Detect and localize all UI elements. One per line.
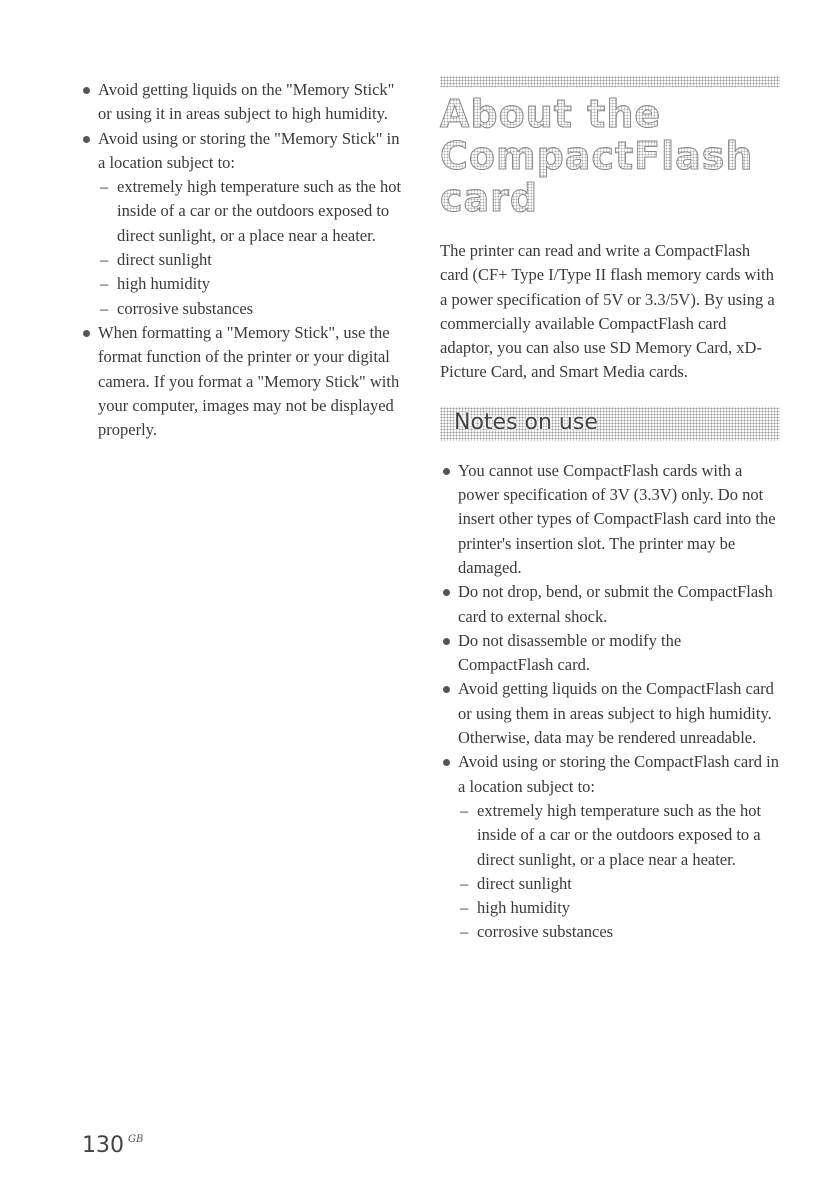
memory-stick-precautions-list <box>80 78 410 442</box>
heading-dot-band <box>440 76 780 87</box>
compactflash-notes-list <box>440 459 780 945</box>
bullet-item <box>440 750 780 944</box>
bullet-text: Do not disassemble or modify the CompactFlash card. <box>458 630 682 675</box>
notes-heading: Notes on use <box>454 409 598 435</box>
sub-item: – extremely high temperature such as the hot inside of a car or the outdoors exposed to direct sunlight, or a place near a heater. <box>98 175 410 248</box>
bullet-item <box>80 321 410 442</box>
bullet-text: You cannot use CompactFlash cards with a power specification of 3V (3.3V) only. Do not insert other types of CompactFlash card into the printer's insertion slot. The printer may be damaged. <box>458 460 776 577</box>
bullet-item <box>440 459 780 580</box>
sub-item: – corrosive substances <box>458 920 780 944</box>
bullet-text: Avoid using or storing the "Memory Stick" in a location subject to: <box>98 128 400 172</box>
section-title-line2: CompactFlash card <box>440 134 754 220</box>
sub-item: – extremely high temperature such as the hot inside of a car or the outdoors exposed to a direct sunlight, or a place near a heater. <box>458 799 780 872</box>
page-number <box>82 1133 143 1158</box>
notes-heading-band <box>440 407 780 441</box>
bullet-text: Do not drop, bend, or submit the CompactFlash card to external shock. <box>458 582 773 626</box>
bullet-text: Avoid using or storing the CompactFlash card in a location subject to: <box>458 752 779 796</box>
sub-item: – high humidity <box>98 272 410 296</box>
sub-list <box>98 175 410 321</box>
sub-item: – direct sunlight <box>98 248 410 272</box>
sub-list <box>458 799 780 945</box>
bullet-item <box>440 629 780 678</box>
bullet-item <box>440 677 780 750</box>
section-title <box>440 93 780 219</box>
sub-item: – direct sunlight <box>458 872 780 896</box>
sub-item: – high humidity <box>458 896 780 920</box>
bullet-item <box>80 78 410 127</box>
intro-paragraph: The printer can read and write a CompactFlash card (CF+ Type I/Type II flash memory cards with a power specification of 5V or 3.3/5V). By using a commercially available CompactFlash card adaptor, you can also use SD Memory Card, xD-Picture Card, and Smart Media cards. <box>440 241 775 382</box>
bullet-item <box>80 127 410 321</box>
bullet-text: Avoid getting liquids on the CompactFlash card or using them in areas subject to high humidity. Otherwise, data may be rendered unreadable. <box>458 679 774 748</box>
left-column <box>80 78 410 442</box>
bullet-text: When formatting a "Memory Stick", use the format function of the printer or your digital camera. If you format a "Memory Stick" with your computer, images may not be displayed properly. <box>98 322 400 440</box>
bullet-item <box>440 580 780 629</box>
sub-item: – corrosive substances <box>98 297 410 321</box>
region-code: GB <box>128 1134 144 1145</box>
right-column <box>440 76 780 945</box>
page-number-value: 130 <box>82 1133 124 1158</box>
bullet-text: Avoid getting liquids on the "Memory Stick" or using it in areas subject to high humidity. <box>98 80 395 124</box>
section-title-line1: About the <box>440 92 662 136</box>
